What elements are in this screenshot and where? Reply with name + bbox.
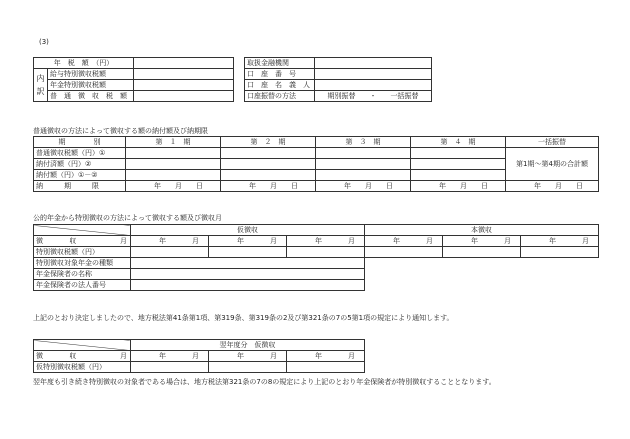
account-holder-value <box>315 80 432 91</box>
row-deadline-label: 納 期 限 <box>34 181 126 192</box>
date-unit: 月 <box>270 181 277 190</box>
page-number: (3) <box>39 38 49 46</box>
period-4-header: 第 ４ 期 <box>411 137 506 148</box>
date-unit: 年 <box>159 236 166 245</box>
lump-sum-header: 一括振替 <box>506 137 599 148</box>
date-unit: 年 <box>237 351 244 360</box>
bank-table <box>244 57 432 102</box>
table-cell <box>411 148 506 159</box>
date-unit: 年 <box>249 181 256 190</box>
table-cell <box>131 362 209 373</box>
next-year-month-cell <box>131 351 209 362</box>
date-unit: 年 <box>471 236 479 245</box>
deadline-date-cell <box>506 181 599 192</box>
period-3-header: 第 ３ 期 <box>316 137 411 148</box>
main-collection-header: 本徴収 <box>365 225 599 236</box>
date-unit: 月 <box>192 236 199 245</box>
table-cell <box>365 247 443 258</box>
ordinary-collection-table <box>33 136 599 192</box>
month-label-left: 徴 <box>36 236 43 245</box>
table-cell <box>411 159 506 170</box>
salary-withholding-label: 給与特別徴収税額 <box>48 69 134 80</box>
collection-month-cell <box>209 236 287 247</box>
blank-cell <box>365 269 599 280</box>
deadline-date-cell <box>126 181 221 192</box>
pension-type-value <box>131 258 365 269</box>
footer-text: 翌年度も引き続き特別徴収の対象者である場合は、地方税法第321条の7の8の規定により上記のとおり年金保険者が特別徴収することとなります。 <box>33 378 496 386</box>
next-year-month-cell <box>209 351 287 362</box>
table-cell <box>316 170 411 181</box>
blank-cell <box>365 280 599 291</box>
collection-month-cell <box>365 236 443 247</box>
table-cell <box>443 247 521 258</box>
tax-amount-table <box>33 57 234 102</box>
pension-corner-cell <box>34 225 131 236</box>
date-unit: 年 <box>439 181 446 190</box>
table-cell <box>287 247 365 258</box>
breakdown-label-2: 訳 <box>36 87 45 96</box>
date-unit: 年 <box>549 236 557 245</box>
collection-month-cell <box>287 236 365 247</box>
insurer-name-value <box>131 269 365 280</box>
pension-section-title: 公的年金から特別徴収の方法によって徴収する額及び徴収月 <box>33 214 222 222</box>
insurer-number-value <box>131 280 365 291</box>
next-year-month-label <box>34 351 131 362</box>
date-unit: 月 <box>460 181 467 190</box>
date-unit: 月 <box>555 181 562 190</box>
date-unit: 年 <box>154 181 161 190</box>
table-cell <box>221 170 316 181</box>
date-unit: 月 <box>582 236 590 245</box>
next-year-header: 翌年度分 仮徴収 <box>131 340 365 351</box>
date-unit: 年 <box>315 236 322 245</box>
date-unit: 月 <box>270 351 277 360</box>
blank-cell <box>365 258 599 269</box>
lump-total: 第1期～第4期の合計額 <box>506 148 599 181</box>
date-unit: 年 <box>315 351 322 360</box>
date-unit: 月 <box>348 236 355 245</box>
insurer-number-label: 年金保険者の法人番号 <box>34 280 131 291</box>
table-cell <box>287 362 365 373</box>
deadline-date-cell <box>411 181 506 192</box>
notice-text: 上記のとおり決定しましたので、地方税法第41条第1項、第319条、第319条の2及び第321条の7の5第1項の規定により通知します。 <box>33 314 454 322</box>
table-cell <box>316 148 411 159</box>
provisional-header: 仮徴収 <box>131 225 365 236</box>
next-year-table <box>33 339 365 373</box>
pension-type-label: 特別徴収対象年金の種類 <box>34 258 131 269</box>
transfer-method-label: 口座振替の方法 <box>245 91 315 102</box>
deadline-date-cell <box>316 181 411 192</box>
pension-table <box>33 224 599 291</box>
date-unit: 日 <box>576 181 583 190</box>
next-year-month-cell <box>287 351 365 362</box>
month-label-right: 月 <box>120 351 127 360</box>
account-holder-label: 口 座 名 義 人 <box>245 80 315 91</box>
salary-withholding-value <box>134 69 234 80</box>
collection-month-label <box>34 236 131 247</box>
insurer-name-label: 年金保険者の名称 <box>34 269 131 280</box>
table-cell <box>221 159 316 170</box>
annual-tax-label: 年 税 額 （円） <box>34 58 134 69</box>
collection-month-cell <box>131 236 209 247</box>
ordinary-section-title: 普通徴収の方法によって徴収する額の納付額及び納期限 <box>33 127 208 135</box>
date-unit: 年 <box>393 236 401 245</box>
breakdown-label-1: 内 <box>36 74 45 83</box>
transfer-options: 期別振替 ・ 一括振替 <box>315 91 432 102</box>
pension-amount-label: 特別徴収税額（円） <box>34 247 131 258</box>
date-unit: 月 <box>348 351 355 360</box>
date-unit: 年 <box>534 181 541 190</box>
table-cell <box>126 148 221 159</box>
date-unit: 日 <box>481 181 488 190</box>
institution-label: 取扱金融機関 <box>245 58 315 69</box>
period-header: 期 別 <box>34 137 126 148</box>
date-unit: 月 <box>365 181 372 190</box>
date-unit: 月 <box>175 181 182 190</box>
deadline-date-cell <box>221 181 316 192</box>
ordinary-collection-label: 普 通 徴 収 税 額 <box>48 91 134 102</box>
next-year-corner-cell <box>34 340 131 351</box>
pension-withholding-value <box>134 80 234 91</box>
table-cell <box>131 247 209 258</box>
row-paid-label: 納付済額（円）② <box>34 159 126 170</box>
breakdown-label <box>34 69 48 102</box>
table-cell <box>126 159 221 170</box>
institution-value <box>315 58 432 69</box>
pension-withholding-label: 年金特別徴収税額 <box>48 80 134 91</box>
table-cell <box>316 159 411 170</box>
date-unit: 日 <box>386 181 393 190</box>
month-label-mid: 収 <box>69 236 77 245</box>
date-unit: 月 <box>270 236 277 245</box>
account-number-value <box>315 69 432 80</box>
date-unit: 日 <box>291 181 298 190</box>
row-due-label: 納付額（円）①－② <box>34 170 126 181</box>
table-cell <box>126 170 221 181</box>
collection-month-cell <box>443 236 521 247</box>
table-cell <box>521 247 599 258</box>
date-unit: 月 <box>504 236 512 245</box>
month-label-left: 徴 <box>36 351 43 360</box>
table-cell <box>411 170 506 181</box>
date-unit: 日 <box>196 181 203 190</box>
ordinary-collection-value <box>134 91 234 102</box>
date-unit: 月 <box>426 236 434 245</box>
next-year-amount-label: 仮特別徴収税額（円） <box>34 362 131 373</box>
month-label-mid: 収 <box>69 351 77 360</box>
table-cell <box>221 148 316 159</box>
period-1-header: 第 １ 期 <box>126 137 221 148</box>
date-unit: 年 <box>159 351 166 360</box>
period-2-header: 第 ２ 期 <box>221 137 316 148</box>
table-cell <box>209 247 287 258</box>
row-tax-label: 普通徴収税額（円）① <box>34 148 126 159</box>
date-unit: 年 <box>344 181 351 190</box>
collection-month-cell <box>521 236 599 247</box>
table-cell <box>209 362 287 373</box>
month-label-right: 月 <box>120 236 127 245</box>
date-unit: 月 <box>192 351 199 360</box>
date-unit: 年 <box>237 236 244 245</box>
account-number-label: 口 座 番 号 <box>245 69 315 80</box>
annual-tax-value <box>134 58 234 69</box>
